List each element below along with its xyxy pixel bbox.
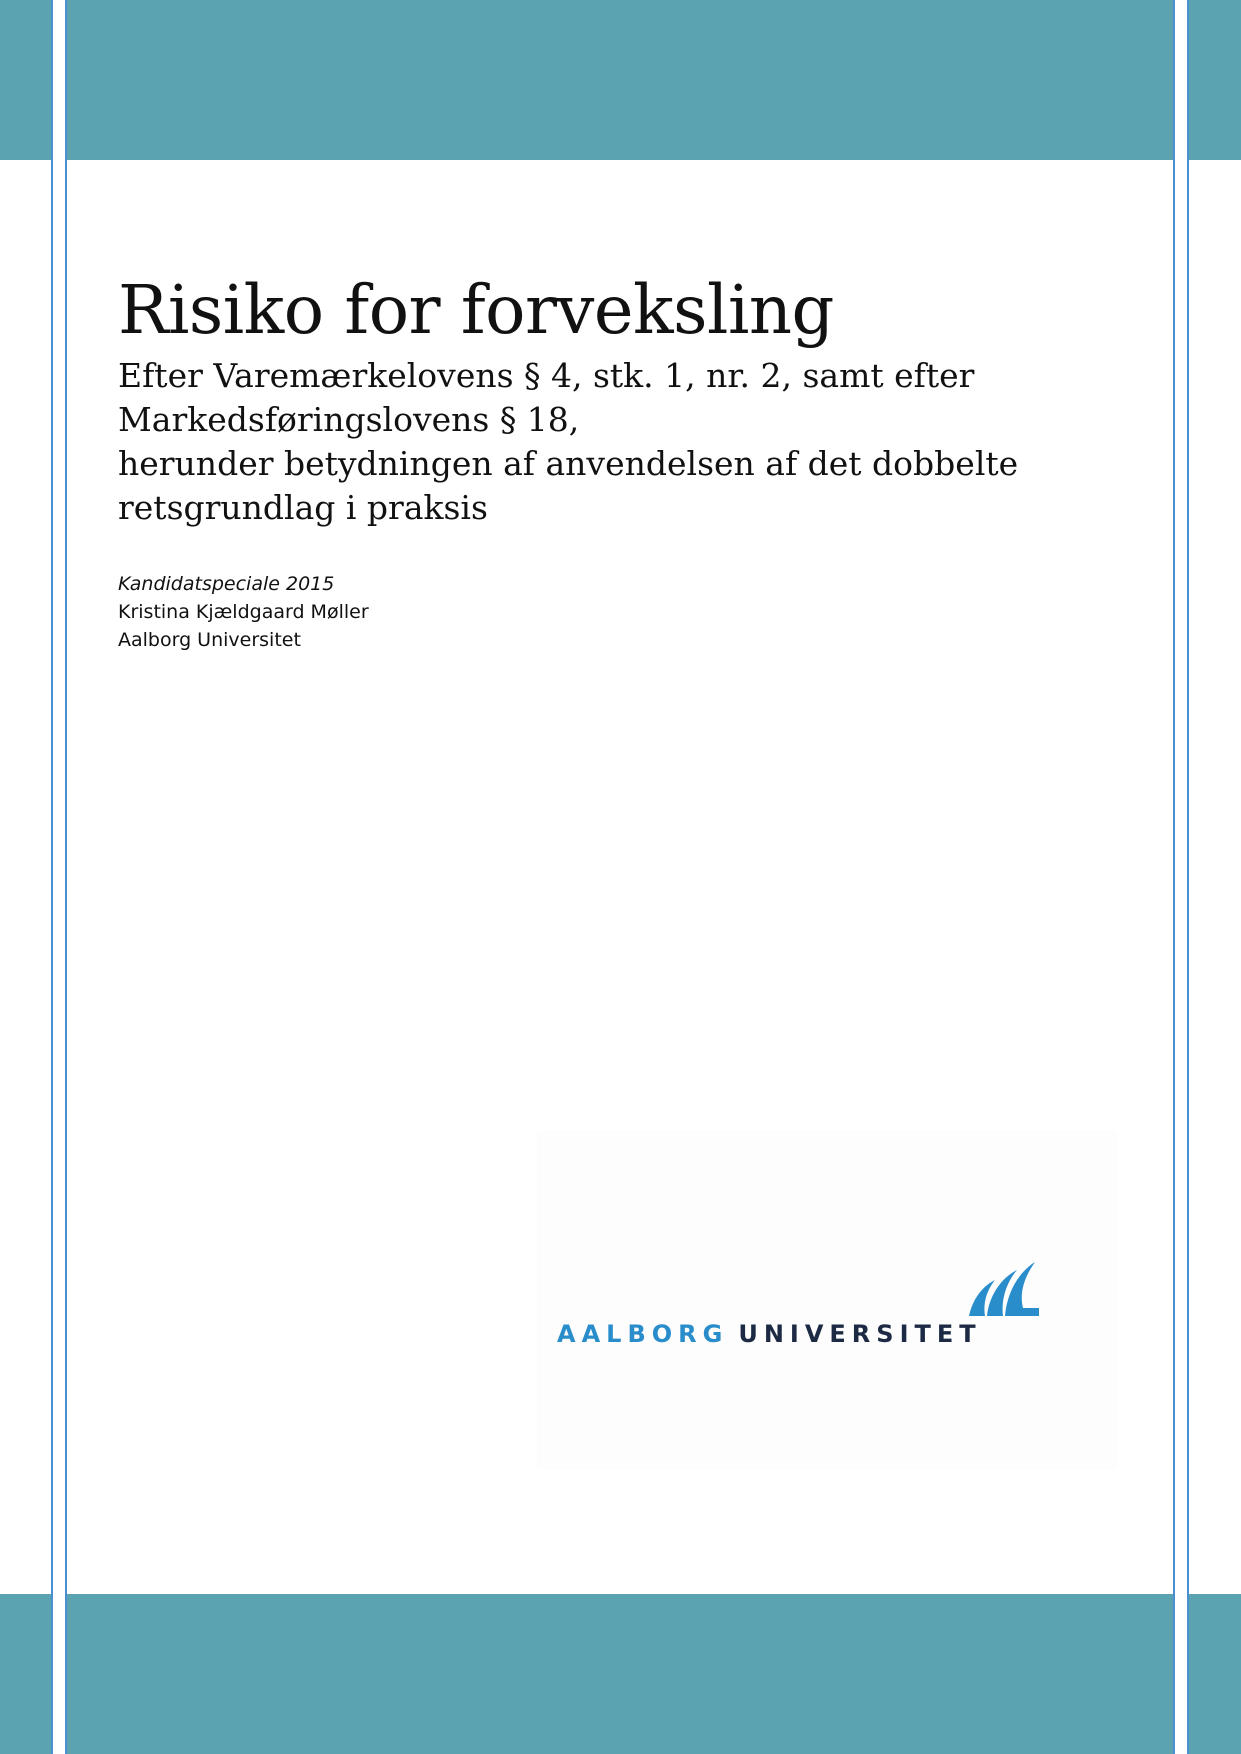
logo-word-aalborg: AALBORG — [557, 1320, 729, 1348]
logo-word-universitet: UNIVERSITET — [738, 1320, 982, 1348]
university-logo — [537, 1130, 1117, 1470]
cover-content — [118, 270, 1118, 654]
thesis-type: Kandidatspeciale 2015 — [118, 573, 335, 595]
author-name: Kristina Kjældgaard Møller — [118, 601, 369, 623]
document-title: Risiko for forveksling — [118, 271, 834, 349]
institution-name: Aalborg Universitet — [118, 629, 301, 651]
logo-wordmark — [557, 1320, 982, 1348]
bottom-color-band — [0, 1594, 1241, 1754]
document-subtitle: Efter Varemærkelovens § 4, stk. 1, nr. 2, samt efter Markedsføringslovens § 18, herunder betydningen af anvendelsen af det dobbelte retsgrundlag i praksis — [118, 356, 1019, 527]
border-line — [1173, 0, 1175, 1754]
cover-meta — [118, 570, 1118, 654]
border-line — [65, 0, 67, 1754]
left-border-gap — [51, 0, 65, 1754]
border-line — [51, 0, 53, 1754]
top-color-band — [0, 0, 1241, 160]
aau-waves-icon — [965, 1258, 1041, 1318]
border-line — [1187, 0, 1189, 1754]
